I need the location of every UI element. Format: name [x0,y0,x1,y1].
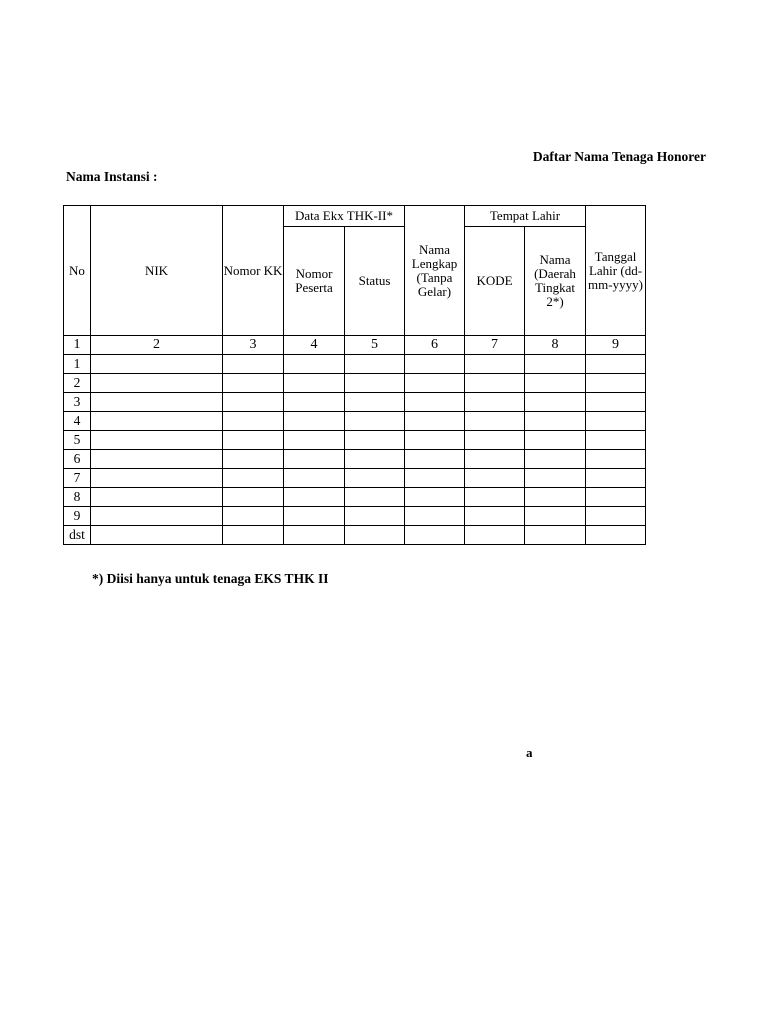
table-cell [91,507,223,526]
table-row [64,488,646,507]
column-number: 8 [525,336,586,355]
header-nama-daerah: Nama (Daerah Tingkat 2*) [525,227,586,336]
column-number: 7 [465,336,525,355]
table-cell [91,488,223,507]
table-cell [284,507,345,526]
table-row [64,412,646,431]
table-cell [405,431,465,450]
table-cell [525,450,586,469]
table-cell [525,374,586,393]
header-nomor-peserta: Nomor Peserta [284,227,345,336]
table-cell [223,374,284,393]
column-number: 4 [284,336,345,355]
table-cell [465,488,525,507]
row-number: 1 [64,355,91,374]
table-cell [465,469,525,488]
row-number: 3 [64,393,91,412]
table-row [64,431,646,450]
header-nomor-kk: Nomor KK [223,206,284,336]
row-number: 8 [64,488,91,507]
table-cell [345,431,405,450]
table-cell [284,355,345,374]
row-number: 6 [64,450,91,469]
table-cell [465,507,525,526]
table-cell [223,412,284,431]
table-cell [223,450,284,469]
document-title: Daftar Nama Tenaga Honorer [532,149,706,164]
header-tanggal-lahir: Tanggal Lahir (dd-mm-yyyy) [586,206,646,336]
footnote: *) Diisi hanya untuk tenaga EKS THK II [92,571,329,586]
instansi-label: Nama Instansi : [66,169,158,184]
header-kode: KODE [465,227,525,336]
table-cell [525,507,586,526]
column-number: 3 [223,336,284,355]
table-cell [223,507,284,526]
table-cell [405,469,465,488]
table-cell [465,374,525,393]
table-cell [284,488,345,507]
table-cell [586,507,646,526]
table-cell [525,526,586,545]
header-nama-lengkap: Nama Lengkap (Tanpa Gelar) [405,206,465,336]
column-number: 5 [345,336,405,355]
table-cell [91,431,223,450]
header-data-ekx: Data Ekx THK-II* [284,206,405,227]
table-cell [465,526,525,545]
table-row [64,374,646,393]
table-row [64,507,646,526]
table-cell [405,393,465,412]
table-cell [586,412,646,431]
table-cell [465,412,525,431]
row-number: dst [64,526,91,545]
row-number: 7 [64,469,91,488]
table-cell [586,488,646,507]
table-row [64,469,646,488]
table-cell [284,469,345,488]
table-cell [586,393,646,412]
table-cell [345,374,405,393]
table-cell [405,355,465,374]
table-cell [345,450,405,469]
table-cell [223,393,284,412]
table-cell [223,526,284,545]
row-number: 5 [64,431,91,450]
table-cell [284,374,345,393]
row-number: 2 [64,374,91,393]
table-cell [284,431,345,450]
table-cell [345,526,405,545]
column-number: 9 [586,336,646,355]
table-cell [586,374,646,393]
table-row [64,450,646,469]
table-cell [91,355,223,374]
table-cell [284,450,345,469]
table-cell [525,469,586,488]
table-row [64,393,646,412]
table-cell [525,431,586,450]
table-cell [91,412,223,431]
table-row [64,355,646,374]
table-cell [586,450,646,469]
table-cell [284,412,345,431]
data-table [63,205,646,545]
row-number: 9 [64,507,91,526]
table-cell [465,450,525,469]
table-cell [525,355,586,374]
table-cell [345,412,405,431]
header-tempat-lahir: Tempat Lahir [465,206,586,227]
table-cell [586,469,646,488]
table-cell [284,393,345,412]
header-status: Status [345,227,405,336]
table-cell [223,469,284,488]
row-number: 4 [64,412,91,431]
header-row-1 [64,206,646,227]
table-cell [345,469,405,488]
table-cell [525,393,586,412]
table-cell [405,450,465,469]
table-cell [405,488,465,507]
title-container [470,149,706,169]
column-number: 2 [91,336,223,355]
table-cell [405,526,465,545]
column-number: 6 [405,336,465,355]
table-cell [223,431,284,450]
table-cell [465,393,525,412]
table-cell [91,450,223,469]
header-no: No [64,206,91,336]
column-number: 1 [64,336,91,355]
table-cell [586,526,646,545]
table-cell [345,355,405,374]
column-number-row [64,336,646,355]
table-cell [91,526,223,545]
table-cell [405,374,465,393]
table-cell [465,355,525,374]
table-cell [91,374,223,393]
table-cell [525,488,586,507]
table-cell [91,469,223,488]
table-cell [345,488,405,507]
table-cell [586,431,646,450]
table-cell [405,412,465,431]
table-cell [223,488,284,507]
table-cell [345,507,405,526]
table-row [64,526,646,545]
table-cell [91,393,223,412]
table-cell [465,431,525,450]
table-cell [586,355,646,374]
table-cell [223,355,284,374]
table-cell [405,507,465,526]
table-cell [525,412,586,431]
table-cell [284,526,345,545]
header-nik: NIK [91,206,223,336]
stray-mark: a [526,745,533,760]
table-cell [345,393,405,412]
